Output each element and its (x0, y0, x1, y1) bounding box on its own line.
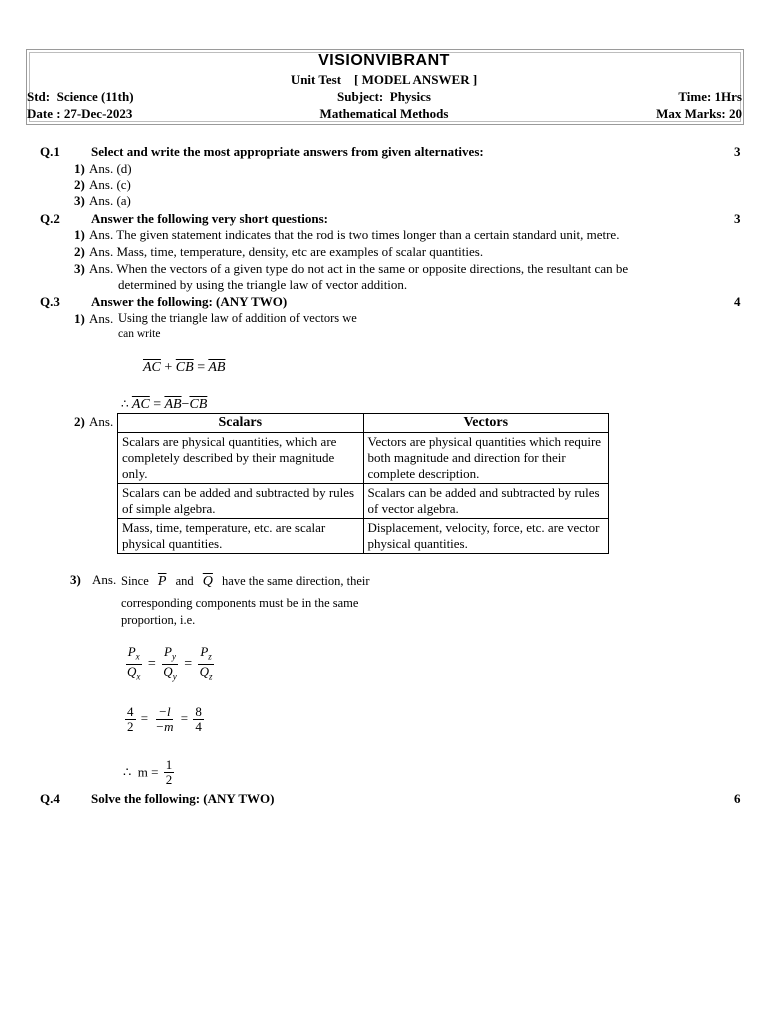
std-label: Std: Science (11th) (27, 89, 134, 104)
equals-sign: = (147, 656, 156, 672)
vec-q: $\overline{Q}$ (202, 574, 213, 589)
equals-sign: = (140, 710, 149, 726)
denominator: 4 (195, 719, 202, 734)
q1-a3-number: 3) (74, 193, 85, 208)
q3-a2-label: Ans. (89, 414, 114, 429)
q1-a1-text: Ans. (d) (89, 161, 132, 176)
table-cell: Displacement, velocity, force, etc. are vector physical quantities. (363, 519, 609, 554)
table-row (118, 433, 609, 484)
numerator: $P_y$ (162, 645, 178, 665)
vec-ac: $\overline{AC}$ (131, 397, 150, 412)
fraction-py-qy (161, 645, 178, 683)
vec-ac: $\overline{AC}$ (143, 360, 161, 375)
q2-a2-number: 2) (74, 244, 85, 259)
fraction-4-2 (125, 705, 136, 734)
q3-a1-line1: Using the triangle law of addition of vectors we (118, 311, 357, 325)
q2-a3-text-cont: determined by using the triangle law of vector addition. (118, 277, 408, 292)
q2-marks: 3 (734, 211, 741, 226)
brand-title: VISIONVIBRANT (318, 52, 450, 69)
q2-a3-number: 3) (74, 261, 85, 276)
test-line: Unit Test [ MODEL ANSWER ] (290, 72, 478, 87)
table-cell: Scalars can be added and subtracted by rules of simple algebra. (118, 484, 364, 519)
numerator: $P_x$ (126, 645, 142, 665)
since-word: Since (121, 574, 149, 588)
numerator: 8 (195, 704, 202, 719)
q4-number: Q.4 (40, 791, 60, 806)
plus-sign: + (164, 360, 173, 375)
q1-a2-number: 2) (74, 177, 85, 192)
numeric-ratio-equation (123, 705, 206, 734)
table-header-scalars: Scalars (118, 414, 364, 433)
q3-a1-equation-2 (121, 397, 207, 413)
q3-a3-line2: corresponding components must be in the same (121, 596, 359, 610)
fraction-pz-qz (198, 645, 215, 683)
table-cell: Mass, time, temperature, etc. are scalar physical quantities. (118, 519, 364, 554)
q2-a1-number: 1) (74, 227, 85, 242)
q1-a3-text: Ans. (a) (89, 193, 131, 208)
denominator: 2 (165, 772, 173, 787)
q3-a3-line1 (121, 574, 370, 590)
result-equation (123, 758, 176, 787)
therefore-symbol: ∴ (121, 397, 129, 411)
component-ratio-equation (123, 645, 217, 683)
and-word: and (175, 574, 194, 588)
vec-ab: $\overline{AB}$ (164, 397, 182, 412)
table-header-row (118, 414, 609, 433)
numerator: 4 (127, 704, 134, 719)
q4-question: Solve the following: (ANY TWO) (91, 791, 275, 806)
table-row (118, 484, 609, 519)
table-row (118, 519, 609, 554)
time-label: Time: 1Hrs (678, 89, 742, 104)
denominator: $Q_y$ (163, 663, 177, 682)
vec-ab: $\overline{AB}$ (208, 360, 226, 375)
date-label: Date : 27-Dec-2023 (27, 106, 133, 121)
equals-sign: = (153, 397, 162, 412)
q1-a2-text: Ans. (c) (89, 177, 131, 192)
table-cell: Vectors are physical quantities which require both magnitude and direction for their complete description. (363, 433, 609, 484)
equals-sign: = (184, 656, 193, 672)
table-header-vectors: Vectors (363, 414, 609, 433)
q3-question: Answer the following: (ANY TWO) (91, 294, 288, 309)
denominator: 2 (127, 719, 134, 734)
fraction-px-qx (125, 645, 142, 683)
q2-question: Answer the following very short questions: (91, 211, 329, 226)
q3-a1-line2: can write (118, 328, 161, 340)
chapter-label: Mathematical Methods (319, 106, 449, 121)
vec-cb: $\overline{CB}$ (189, 397, 208, 412)
same-direction-text: have the same direction, their (222, 574, 370, 588)
max-marks-label: Max Marks: 20 (656, 106, 742, 121)
minus-sign: − (181, 397, 190, 412)
q1-number: Q.1 (40, 144, 60, 159)
q3-a1-label: Ans. (89, 311, 114, 326)
q2-a3-text: Ans. When the vectors of a given type do not act in the same or opposite directions, the resultant can be (89, 261, 629, 276)
vec-cb: $\overline{CB}$ (175, 360, 194, 375)
table-cell: Scalars are physical quantities, which are completely described by their magnitude only. (118, 433, 364, 484)
q3-a3-line3: proportion, i.e. (121, 613, 196, 627)
denominator: $Q_x$ (127, 663, 141, 682)
numerator: −l (158, 704, 171, 719)
q1-question: Select and write the most appropriate answers from given alternatives: (91, 144, 484, 159)
q1-a1-number: 1) (74, 161, 85, 176)
subject-label: Subject: Physics (337, 89, 431, 104)
q3-a3-label: Ans. (92, 572, 117, 587)
scalars-vectors-table (117, 413, 609, 554)
denominator: $Q_z$ (199, 663, 213, 682)
q3-a1-number: 1) (74, 311, 85, 326)
numerator: 1 (165, 757, 173, 772)
fraction-1-2 (164, 758, 175, 787)
q3-a3-number: 3) (70, 572, 81, 587)
q2-number: Q.2 (40, 211, 60, 226)
q3-marks: 4 (734, 294, 741, 309)
numerator: $P_z$ (198, 645, 213, 665)
equals-sign: = (197, 360, 206, 375)
q1-marks: 3 (734, 144, 741, 159)
equals-sign: = (180, 710, 189, 726)
denominator: −m (155, 719, 174, 734)
result-lhs: ∴ m = (123, 764, 159, 780)
q3-number: Q.3 (40, 294, 60, 309)
q2-a2-text: Ans. Mass, time, temperature, density, etc are examples of scalar quantities. (89, 244, 484, 259)
q3-a1-equation-1 (143, 360, 225, 376)
q3-a2-number: 2) (74, 414, 85, 429)
fraction-8-4 (193, 705, 204, 734)
q4-marks: 6 (734, 791, 741, 806)
table-cell: Scalars can be added and subtracted by rules of vector algebra. (363, 484, 609, 519)
fraction-l-m (153, 705, 175, 734)
vec-p: $\overline{P}$ (157, 574, 167, 589)
q2-a1-text: Ans. The given statement indicates that the rod is two times longer than a certain standard unit, metre. (89, 227, 620, 242)
